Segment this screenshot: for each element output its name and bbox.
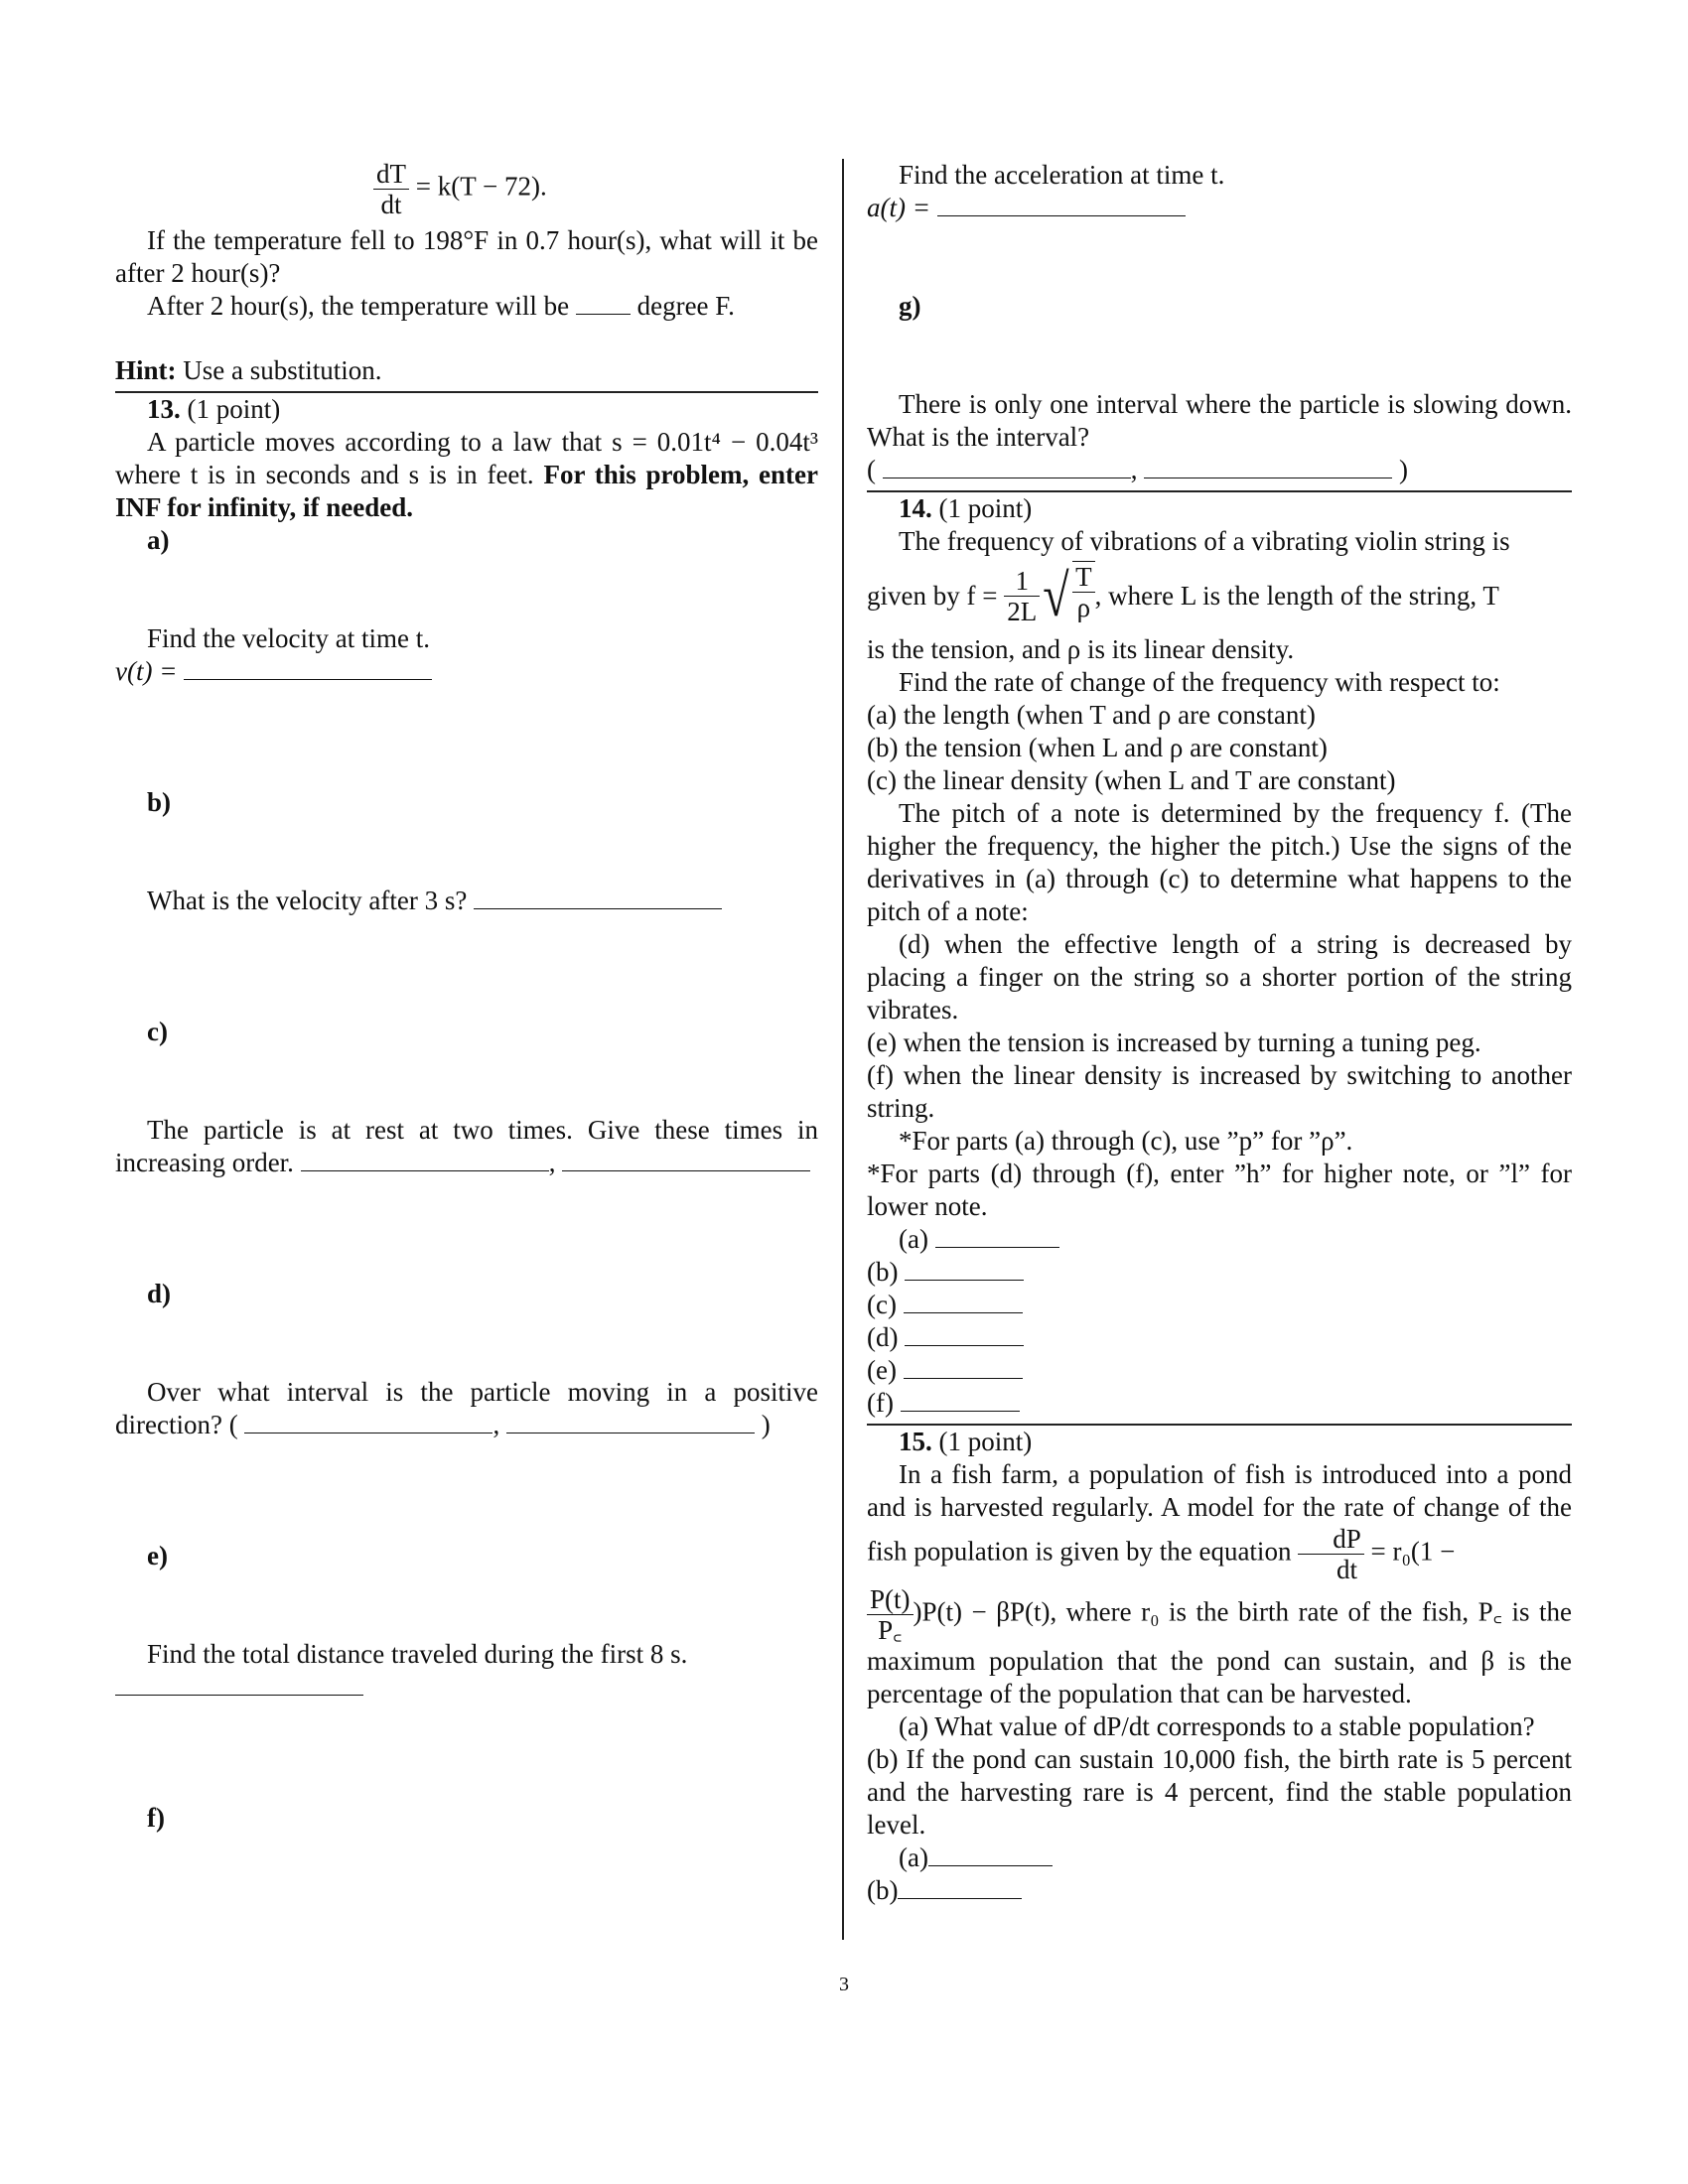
total-distance-input[interactable] xyxy=(115,1673,363,1696)
positive-interval-end-input[interactable] xyxy=(506,1411,755,1433)
q13-g-answer: ( , ) xyxy=(867,455,1408,484)
q14-pe: (e) when the tension is increased by turning a tuning peg. xyxy=(867,1027,1481,1057)
eq-rhs: = k(T − 72). xyxy=(415,171,547,202)
q14-answer-c: (c) xyxy=(867,1289,1572,1321)
page-number: 3 xyxy=(839,1974,849,1995)
velocity-input[interactable] xyxy=(184,657,432,680)
q13-d-text: Over what interval is the particle moving in a positive direction? ( , ) xyxy=(115,1377,818,1439)
q14-formula-line: given by f = $\frac{1}{2L}$ √ $\frac{T}{\rho}$ , where L is the length of the string, T xyxy=(867,562,1499,628)
sqrt-symbol: √ $\frac{T}{\rho}$ xyxy=(1040,561,1094,630)
slowing-interval-end-input[interactable] xyxy=(1144,456,1392,478)
q14-answer-f: (f) xyxy=(867,1387,1572,1420)
q13-g-text: There is only one interval where the particle is slowing down. What is the interval? xyxy=(867,389,1572,452)
q14-note2: *For parts (d) through (f), enter ”h” for higher note, or ”l” for lower note. xyxy=(867,1159,1572,1221)
q13-a-label: a) xyxy=(147,525,170,555)
q14-note1: *For parts (a) through (c), use ”p” for ”ρ”. xyxy=(899,1126,1353,1156)
q14-pa: (a) the length (when T and ρ are constant) xyxy=(867,700,1316,730)
q15-text2: $\frac{P(t)}{P꜀}$ )P(t) − βP(t), where r₀ is the birth rate of the fish, P꜀ is the maximum population that the pond can sustain, and β is the percentage of the population that can be harvested. xyxy=(867,1584,1572,1708)
q13-intro: A particle moves according to a law that s = 0.01t⁴ − 0.04t³ where t is in seconds and s is in feet. For this problem, enter INF for infinity, if needed. xyxy=(115,427,819,522)
q14-c-input[interactable] xyxy=(904,1291,1023,1313)
q12-equation xyxy=(115,159,818,224)
q13-e-label: e) xyxy=(147,1541,168,1570)
left-column xyxy=(115,159,818,1835)
velocity-3s-input[interactable] xyxy=(474,887,722,909)
q13-d-label: d) xyxy=(147,1279,172,1308)
q13-e-answer xyxy=(115,1671,818,1704)
q14-answer-a: (a) xyxy=(867,1223,1572,1256)
q12-question: If the temperature fell to 198°F in 0.7 hour(s), what will it be after 2 hour(s)? xyxy=(115,225,818,288)
q12-hint: Hint: Use a substitution. xyxy=(115,355,382,385)
q14-header: 14. (1 point) xyxy=(899,493,1033,523)
q14-intro2: is the tension, and ρ is its linear density. xyxy=(867,634,1295,664)
q14-pc: (c) the linear density (when L and T are constant) xyxy=(867,765,1396,795)
q14-pitch: The pitch of a note is determined by the frequency f. (The higher the frequency, the higher the pitch.) Use the signs of the derivatives in (a) through (c) to determine what happens to the pitch of a note: xyxy=(867,798,1572,926)
q13-f-label: f) xyxy=(147,1803,165,1833)
rest-time-2-input[interactable] xyxy=(562,1149,810,1171)
q14-find: Find the rate of change of the frequency with respect to: xyxy=(899,667,1500,697)
q15-header: 15. (1 point) xyxy=(899,1427,1033,1456)
q15-text1: In a fish farm, a population of fish is introduced into a pond and is harvested regularly. A model for the rate of change of the fish population is given by the equation $\frac{dP}{dt}$ = r₀(1 − xyxy=(867,1459,1572,1584)
q12-answer-input[interactable] xyxy=(576,292,631,315)
q15-b-input[interactable] xyxy=(898,1876,1022,1899)
q13-a-answer: v(t) = xyxy=(115,655,818,688)
q13-c-text: The particle is at rest at two times. Give these times in increasing order. , xyxy=(115,1115,818,1177)
q15-answer-a: (a) xyxy=(867,1842,1572,1874)
q13-a-text: Find the velocity at time t. xyxy=(147,623,430,653)
q15-a-input[interactable] xyxy=(928,1843,1053,1866)
q14-answer-d: (d) xyxy=(867,1321,1572,1354)
slowing-interval-start-input[interactable] xyxy=(883,456,1131,478)
eq-denominator: dt xyxy=(380,190,402,219)
q14-answer-e: (e) xyxy=(867,1354,1572,1387)
right-column xyxy=(867,159,1572,1907)
column-divider xyxy=(842,159,844,1940)
q14-intro1: The frequency of vibrations of a vibrating violin string is xyxy=(899,526,1510,556)
rest-time-1-input[interactable] xyxy=(301,1149,549,1171)
q14-f-input[interactable] xyxy=(901,1389,1020,1412)
q15-answer-b: (b) xyxy=(867,1874,1572,1907)
q13-b-text: What is the velocity after 3 s? xyxy=(115,885,818,917)
q15-qb: (b) If the pond can sustain 10,000 fish, the birth rate is 5 percent and the harvesting rare is 4 percent, find the stable population level. xyxy=(867,1744,1572,1840)
eq-numerator: dT xyxy=(373,159,409,190)
q15-qa: (a) What value of dP/dt corresponds to a stable population? xyxy=(899,1711,1535,1741)
q14-b-input[interactable] xyxy=(905,1258,1024,1281)
q14-a-input[interactable] xyxy=(935,1225,1059,1248)
q14-e-input[interactable] xyxy=(904,1356,1023,1379)
positive-interval-start-input[interactable] xyxy=(244,1411,492,1433)
q13-header: 13. (1 point) xyxy=(147,394,281,424)
q13-b-label: b) xyxy=(147,787,172,817)
q12-answer-line: After 2 hour(s), the temperature will be degree F. xyxy=(147,291,735,321)
q13-g-label: g) xyxy=(899,291,921,321)
q14-pd: (d) when the effective length of a string is decreased by placing a finger on the string so a shorter portion of the string vibrates. xyxy=(867,929,1572,1024)
acceleration-input[interactable] xyxy=(937,194,1186,216)
q13-c-label: c) xyxy=(147,1017,168,1046)
q13-f-answer: a(t) = xyxy=(867,192,1572,224)
q14-d-input[interactable] xyxy=(905,1323,1024,1346)
q14-pf: (f) when the linear density is increased by switching to another string. xyxy=(867,1060,1572,1123)
q13-f-text: Find the acceleration at time t. xyxy=(899,160,1225,190)
q13-e-text: Find the total distance traveled during the first 8 s. xyxy=(147,1639,688,1669)
q14-pb: (b) the tension (when L and ρ are constant) xyxy=(867,733,1328,762)
q14-answer-b: (b) xyxy=(867,1256,1572,1289)
